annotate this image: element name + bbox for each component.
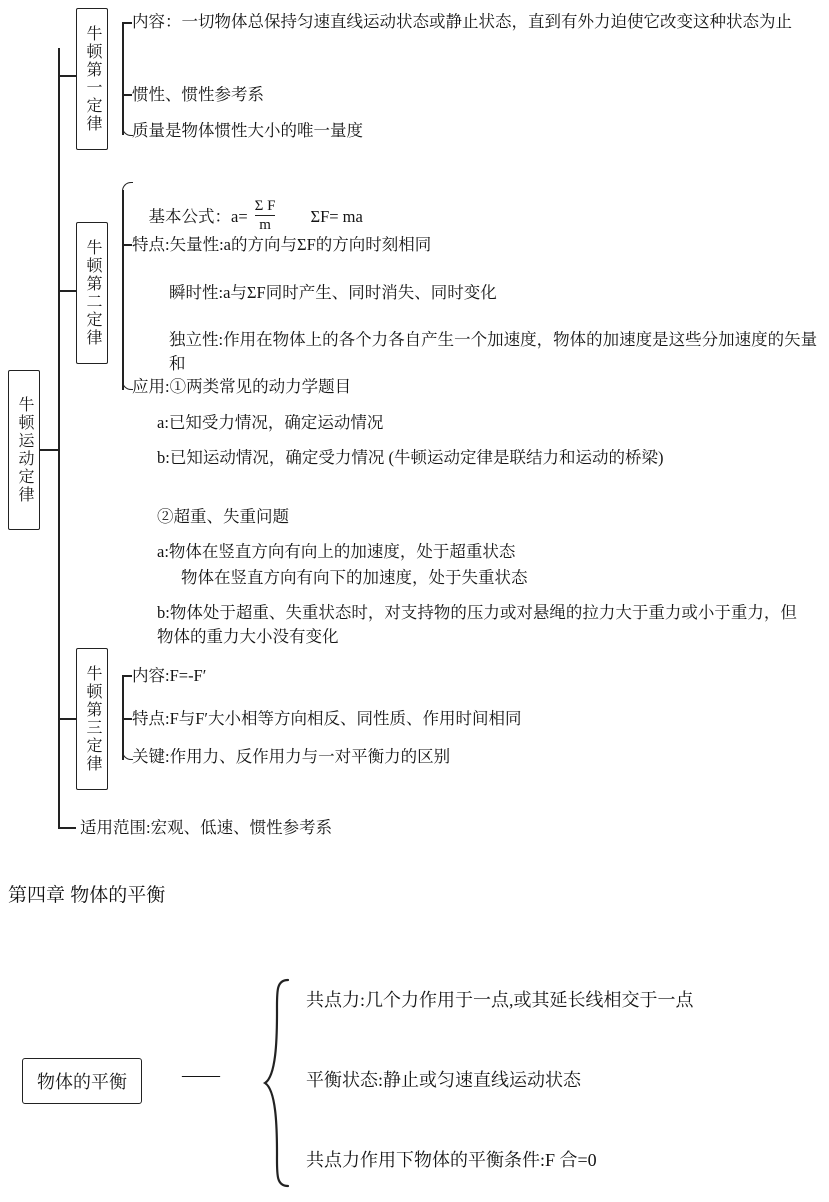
chapter-heading: 第四章 物体的平衡 bbox=[8, 885, 166, 906]
law2-item-application: 应用:①两类常见的动力学题目 bbox=[132, 377, 352, 396]
law2-item-overweight-a: a:物体在竖直方向有向上的加速度，处于超重状态 bbox=[157, 542, 516, 561]
law2-item-app-a: a:已知受力情况，确定运动情况 bbox=[157, 413, 384, 432]
brace-icon bbox=[262, 978, 292, 1188]
balance-item-equilibrium-state: 平衡状态:静止或匀速直线运动状态 bbox=[306, 1070, 581, 1090]
law2-item-app-b: b:已知运动情况，确定受力情况 (牛顿运动定律是联结力和运动的桥梁) bbox=[157, 448, 664, 467]
root-connector bbox=[40, 449, 58, 451]
law3-item1-stub bbox=[122, 675, 132, 677]
root-node-label: 牛顿运动定律 bbox=[15, 396, 33, 504]
law3-item-content: 内容:F=-F′ bbox=[132, 666, 207, 685]
branch-stub-scope bbox=[58, 827, 76, 829]
law1-item1-stub bbox=[122, 22, 132, 24]
branch-stub-law1 bbox=[58, 75, 76, 77]
law2-formula-numerator: Σ F bbox=[254, 197, 276, 214]
law2-item-instant: 瞬时性:a与ΣF同时产生、同时消失、同时变化 bbox=[169, 283, 497, 302]
balance-item-concurrent-force: 共点力:几个力作用于一点,或其延长线相交于一点 bbox=[306, 990, 694, 1010]
law3-node bbox=[76, 648, 108, 790]
balance-box-label: 物体的平衡 bbox=[22, 1058, 142, 1104]
law1-item-mass: 质量是物体惯性大小的唯一量度 bbox=[132, 121, 363, 140]
law2-item-independent: 独立性:作用在物体上的各个力各自产生一个加速度，物体的加速度是这些分加速度的矢量和 bbox=[169, 330, 818, 373]
balance-item-equilibrium-condition: 共点力作用下物体的平衡条件:F 合=0 bbox=[306, 1150, 597, 1170]
balance-brace bbox=[262, 978, 292, 1188]
root-spine bbox=[58, 48, 60, 828]
balance-box bbox=[22, 1058, 142, 1104]
balance-diagram bbox=[0, 960, 829, 1202]
law2-item-weightless: 物体在竖直方向有向下的加速度，处于失重状态 bbox=[181, 568, 528, 587]
balance-connector: —— bbox=[182, 1064, 218, 1086]
law2-formula-fraction bbox=[251, 198, 280, 234]
root-node-newton-laws bbox=[8, 370, 40, 530]
law2-formula-tail: ΣF= ma bbox=[310, 206, 363, 226]
branch-stub-law3 bbox=[58, 718, 76, 720]
law2-item-overweight-b: b:物体处于超重、失重状态时，对支持物的压力或对悬绳的拉力大于重力或小于重力，但物体的重力大小没有变化 bbox=[157, 603, 797, 646]
law1-item-content: 内容：一切物体总保持匀速直线运动状态或静止状态，直到有外力迫使它改变这种状态为止 bbox=[132, 12, 792, 31]
law2-formula-denominator: m bbox=[255, 215, 275, 234]
law1-item2-stub bbox=[122, 94, 132, 96]
scope-item: 适用范围:宏观、低速、惯性参考系 bbox=[80, 818, 333, 837]
law3-item2-stub bbox=[122, 718, 132, 720]
law1-label: 牛顿第一定律 bbox=[83, 25, 101, 133]
branch-stub-law2 bbox=[58, 290, 76, 292]
law2-item-overweight-title: ②超重、失重问题 bbox=[157, 507, 289, 526]
law1-node bbox=[76, 8, 108, 150]
law3-item-feature: 特点:F与F′大小相等方向相反、同性质、作用时间相同 bbox=[132, 709, 522, 728]
law1-item-inertia: 惯性、惯性参考系 bbox=[132, 85, 264, 104]
law3-label: 牛顿第三定律 bbox=[83, 665, 101, 773]
law2-item2-stub bbox=[122, 244, 132, 246]
law2-label: 牛顿第二定律 bbox=[83, 239, 101, 347]
law2-node bbox=[76, 222, 108, 364]
law2-spine bbox=[122, 190, 124, 390]
law2-item-vector: 特点:矢量性:a的方向与ΣF的方向时刻相同 bbox=[132, 235, 432, 254]
law2-formula-a: a= bbox=[231, 206, 248, 226]
law1-spine bbox=[122, 22, 124, 135]
law2-formula-prefix: 基本公式： bbox=[148, 206, 231, 226]
law3-item-key: 关键:作用力、反作用力与一对平衡力的区别 bbox=[132, 747, 451, 766]
